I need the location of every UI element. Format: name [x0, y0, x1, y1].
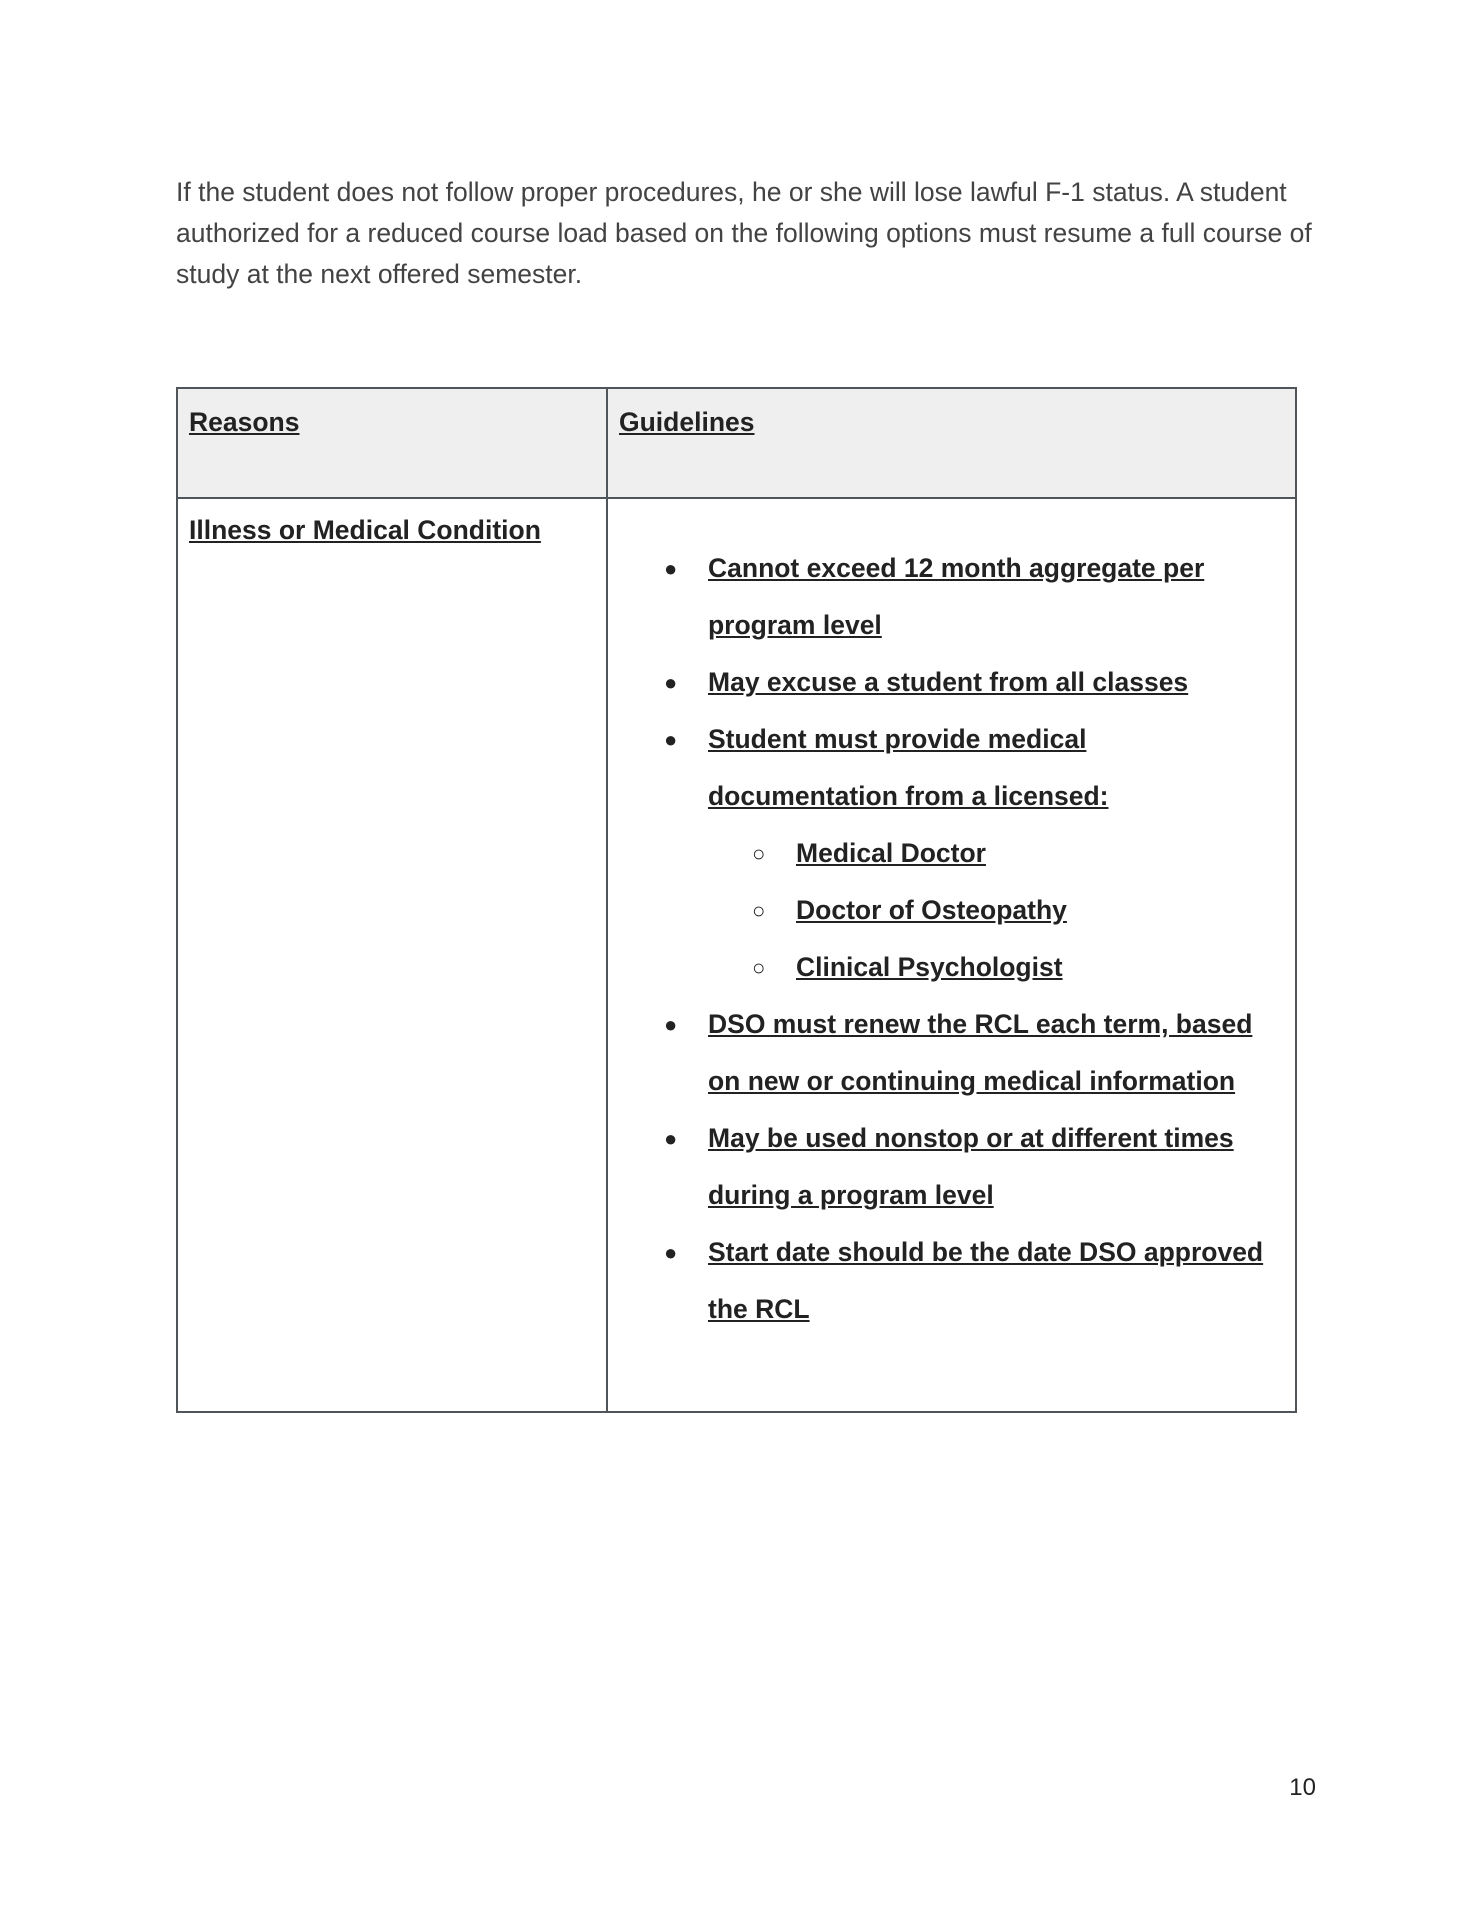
guideline-item: [608, 1224, 1275, 1338]
guideline-text: DSO must renew the RCL each term, based on new or continuing medical information: [708, 1009, 1253, 1096]
guidelines-header: Guidelines: [619, 407, 755, 437]
circle-bullet-icon: ○: [752, 955, 766, 980]
reason-cell: [177, 498, 607, 1412]
guideline-item: [608, 654, 1275, 711]
circle-bullet-icon: ○: [752, 898, 766, 923]
guideline-text: Cannot exceed 12 month aggregate per program level: [708, 553, 1205, 640]
guideline-item: [608, 996, 1275, 1110]
reason-illness-medical: Illness or Medical Condition: [189, 515, 541, 545]
provider-text: Medical Doctor: [796, 838, 986, 868]
licensed-providers-list: [708, 825, 1275, 996]
bullet-icon: ●: [664, 556, 678, 581]
table-row: [177, 498, 1296, 1412]
provider-text: Doctor of Osteopathy: [796, 895, 1067, 925]
intro-paragraph: If the student does not follow proper procedures, he or she will lose lawful F-1 status. A student authorized for a reduced course load based on the following options must resume a full course of study at the next offered semester.: [176, 177, 1312, 289]
guidelines-list: [608, 499, 1295, 1338]
guideline-item: [608, 1110, 1275, 1224]
bullet-icon: ●: [664, 670, 678, 695]
page-number: 10: [1289, 1774, 1316, 1801]
guideline-text: May excuse a student from all classes: [708, 667, 1189, 697]
circle-bullet-icon: ○: [752, 841, 766, 866]
guideline-text: Student must provide medical documentation from a licensed:: [708, 724, 1109, 811]
guideline-text: May be used nonstop or at different times during a program level: [708, 1123, 1234, 1210]
bullet-icon: ●: [664, 727, 678, 752]
guideline-item: [608, 540, 1275, 654]
provider-item: [708, 825, 1275, 882]
guidelines-header-cell: [607, 388, 1296, 498]
reasons-header-cell: [177, 388, 607, 498]
reduced-course-load-table: [176, 387, 1297, 1413]
guideline-item: [608, 711, 1275, 996]
reasons-header: Reasons: [189, 407, 300, 437]
provider-item: [708, 939, 1275, 996]
provider-text: Clinical Psychologist: [796, 952, 1063, 982]
guideline-text: Start date should be the date DSO approved the RCL: [708, 1237, 1264, 1324]
bullet-icon: ●: [664, 1126, 678, 1151]
guidelines-cell: [607, 498, 1296, 1412]
bullet-icon: ●: [664, 1012, 678, 1037]
bullet-icon: ●: [664, 1240, 678, 1265]
provider-item: [708, 882, 1275, 939]
table-header-row: [177, 388, 1296, 498]
